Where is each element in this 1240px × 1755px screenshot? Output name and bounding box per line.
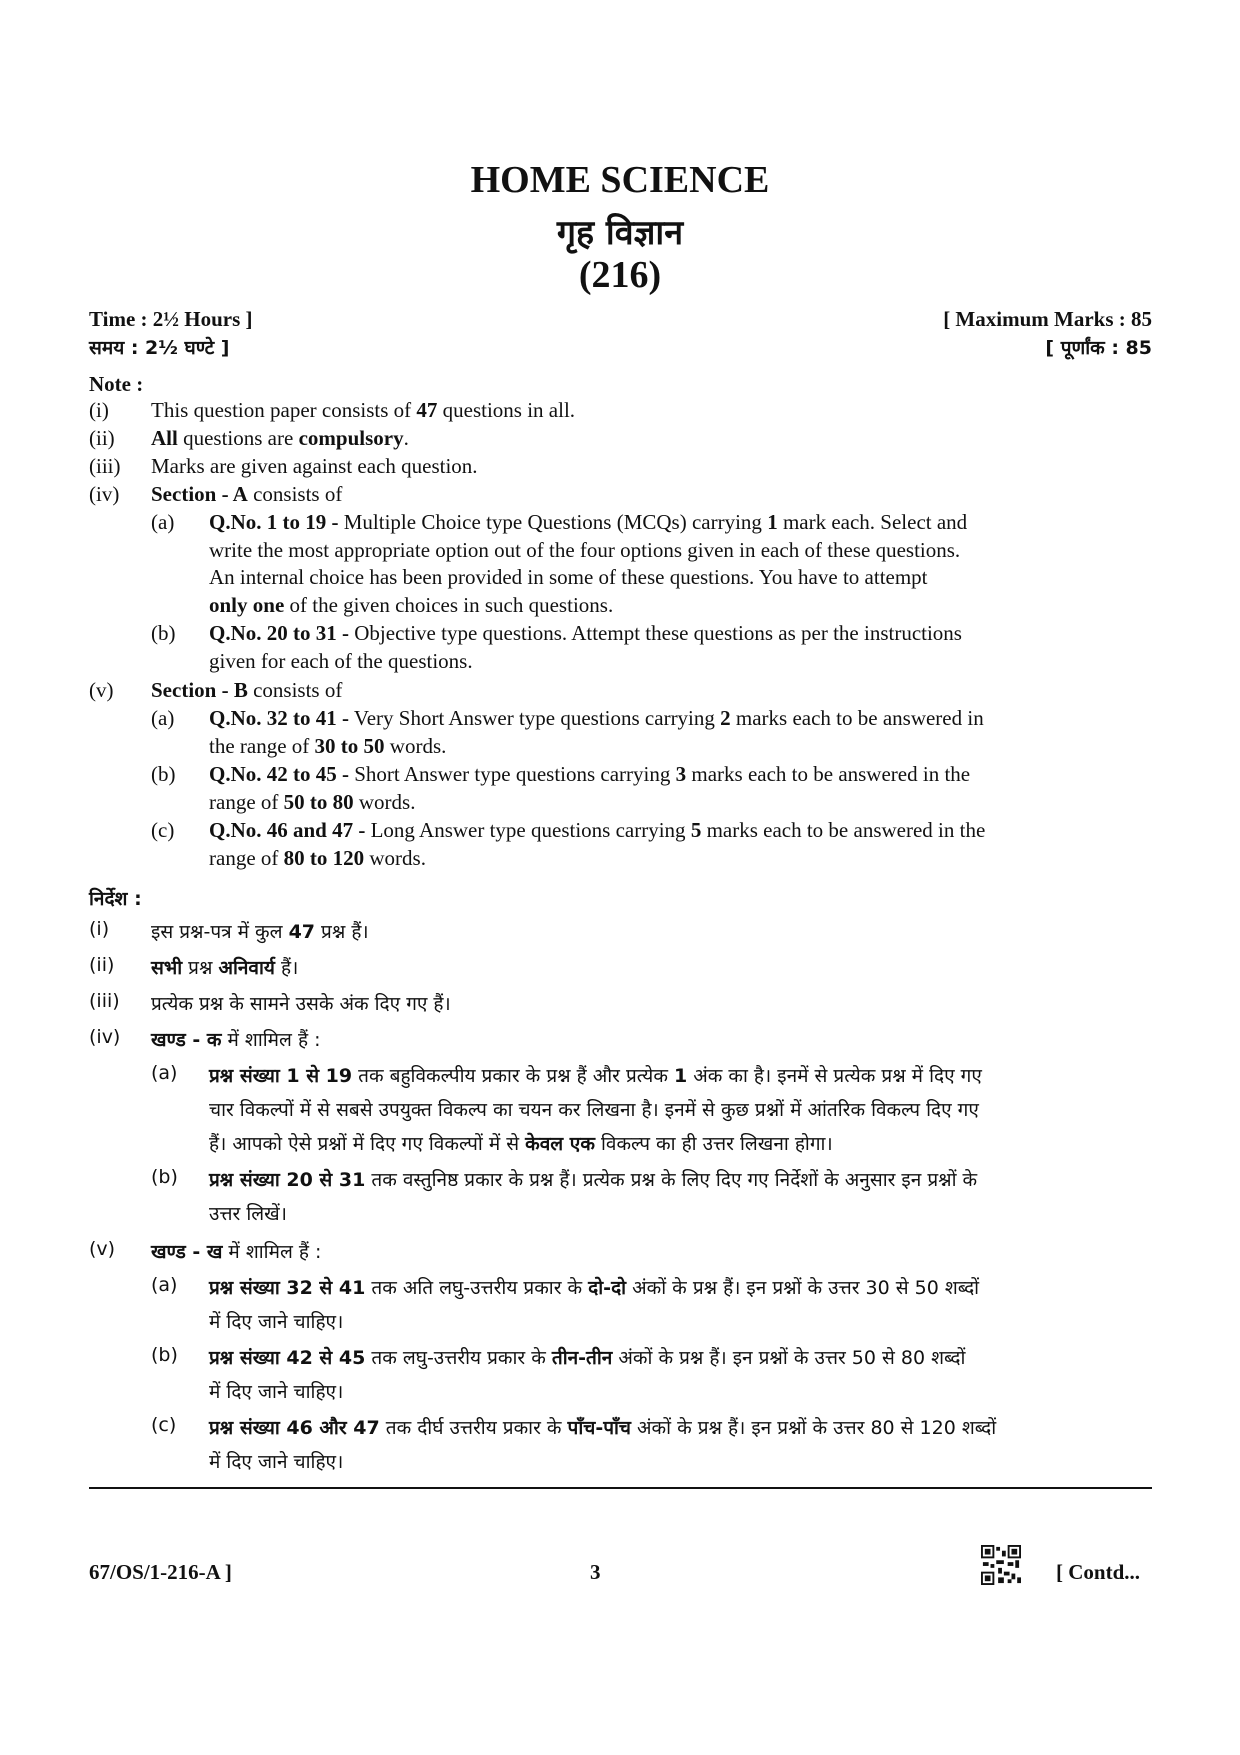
text-run: (iii) bbox=[89, 454, 121, 478]
note-heading-english: Note : bbox=[89, 372, 144, 396]
sub-item-line bbox=[209, 734, 446, 759]
sub-item-line bbox=[209, 706, 984, 731]
qr-code-icon bbox=[981, 1545, 1021, 1585]
text-run: Multiple Choice type Questions (MCQs) carrying bbox=[338, 510, 768, 534]
bold-text: Section - B bbox=[151, 678, 248, 702]
text-run: the range of bbox=[209, 733, 315, 758]
page-number: 3 bbox=[590, 1560, 601, 1584]
note-item-text bbox=[151, 678, 342, 703]
bold-text: 47 bbox=[288, 921, 316, 943]
bold-text: सभी bbox=[151, 957, 183, 979]
text-run: of the given choices in such questions. bbox=[284, 592, 614, 617]
text-run: इस प्रश्न-पत्र में कुल bbox=[151, 921, 289, 943]
footer-divider bbox=[89, 1487, 1152, 1489]
text-run: (iv) bbox=[89, 1026, 121, 1048]
text-run: हैं। आपको ऐसे प्रश्नों में दिए गए विकल्पों में से bbox=[209, 1133, 526, 1155]
text-run: (a) bbox=[151, 1274, 178, 1296]
note-item-text bbox=[151, 454, 478, 479]
note-item-number bbox=[89, 678, 114, 703]
bold-text: 2 bbox=[720, 706, 731, 730]
text-run: Objective type questions. Attempt these questions as per the instructions bbox=[349, 621, 962, 645]
bold-text: तीन-तीन bbox=[551, 1347, 613, 1369]
text-run: (b) bbox=[151, 621, 176, 645]
text-run: An internal choice has been provided in some of these questions. You have to attempt bbox=[209, 565, 928, 589]
bold-text: only one bbox=[209, 592, 285, 617]
sub-item-line bbox=[209, 1062, 982, 1088]
note-item-number bbox=[89, 398, 109, 423]
sub-item-line bbox=[209, 1274, 979, 1300]
sub-item-label bbox=[151, 510, 174, 535]
text-run: में दिए जाने चाहिए। bbox=[209, 1311, 344, 1333]
note-item-number bbox=[89, 482, 119, 507]
note-item-text bbox=[151, 1026, 320, 1052]
text-run: (a) bbox=[151, 510, 175, 534]
sub-item-line bbox=[209, 1344, 965, 1370]
note-item-number bbox=[89, 1026, 120, 1048]
sub-item-line bbox=[209, 621, 962, 646]
text-run: range of bbox=[209, 789, 284, 814]
sub-item-label bbox=[151, 621, 176, 646]
sub-item-label bbox=[151, 1166, 178, 1188]
text-run: (ii) bbox=[89, 954, 115, 976]
note-item-number bbox=[89, 918, 109, 940]
note-item-text bbox=[151, 918, 369, 944]
subject-code: (216) bbox=[578, 254, 662, 296]
bold-text: Section - A bbox=[151, 482, 248, 506]
text-run: Marks are given against each question. bbox=[151, 454, 478, 478]
max-marks-english: [ Maximum Marks : 85 bbox=[943, 307, 1152, 331]
text-run: (a) bbox=[151, 1062, 178, 1084]
bold-text: प्रश्न संख्या 32 से 41 bbox=[209, 1277, 366, 1299]
text-run: (iv) bbox=[89, 482, 120, 506]
text-run: (b) bbox=[151, 1166, 178, 1188]
sub-item-label bbox=[151, 818, 174, 843]
subject-title-hindi: गृह विज्ञान bbox=[556, 213, 684, 253]
bold-text: प्रश्न संख्या 1 से 19 bbox=[209, 1065, 353, 1087]
text-run: questions in all. bbox=[437, 398, 576, 422]
bold-text: 1 bbox=[673, 1065, 688, 1087]
sub-item-label bbox=[151, 706, 174, 731]
bold-text: 5 bbox=[690, 818, 702, 842]
sub-item-line bbox=[209, 1130, 833, 1156]
text-run: में शामिल हैं : bbox=[222, 1241, 322, 1263]
text-run: (i) bbox=[89, 918, 110, 940]
bold-text: 3 bbox=[675, 762, 687, 786]
text-run: marks each to be answered in the bbox=[701, 818, 986, 842]
text-run: में शामिल हैं : bbox=[221, 1029, 321, 1051]
text-run: . bbox=[403, 426, 409, 450]
note-item-number bbox=[89, 454, 121, 479]
text-run: अंकों के प्रश्न हैं। इन प्रश्नों के उत्तर 30 से 50 शब्दों bbox=[626, 1277, 980, 1299]
paper-code: 67/OS/1-216-A ] bbox=[89, 1560, 232, 1584]
bold-text: Q.No. 42 to 45 - bbox=[209, 762, 349, 786]
note-item-number bbox=[89, 426, 115, 451]
bold-text: खण्ड - क bbox=[151, 1029, 222, 1051]
note-item-text bbox=[151, 954, 298, 980]
text-run: consists of bbox=[247, 482, 343, 506]
text-run: (v) bbox=[89, 678, 114, 702]
text-run: (c) bbox=[151, 1414, 177, 1436]
bold-text: 50 to 80 bbox=[283, 789, 354, 814]
text-run: Long Answer type questions carrying bbox=[365, 818, 691, 842]
sub-item-line bbox=[209, 1200, 287, 1226]
text-run: This question paper consists of bbox=[151, 398, 417, 422]
text-run: तक दीर्घ उत्तरीय प्रकार के bbox=[379, 1417, 568, 1439]
text-run: तक वस्तुनिष्ठ प्रकार के प्रश्न हैं। प्रत्येक प्रश्न के लिए दिए गए निर्देशों के अनुसार इन प्रश्नों के bbox=[365, 1169, 978, 1191]
bold-text: प्रश्न संख्या 42 से 45 bbox=[209, 1347, 366, 1369]
sub-item-line bbox=[209, 1166, 977, 1192]
text-run: Short Answer type questions carrying bbox=[349, 762, 676, 786]
bold-text: Q.No. 46 and 47 - bbox=[209, 818, 366, 842]
text-run: Very Short Answer type questions carrying bbox=[349, 706, 721, 730]
bold-text: दो-दो bbox=[588, 1277, 627, 1299]
text-run: अंकों के प्रश्न हैं। इन प्रश्नों के उत्तर 50 से 80 शब्दों bbox=[612, 1347, 966, 1369]
text-run: range of bbox=[209, 845, 284, 870]
sub-item-line bbox=[209, 1308, 343, 1334]
bold-text: प्रश्न संख्या 20 से 31 bbox=[209, 1169, 366, 1191]
text-run: चार विकल्पों में से सबसे उपयुक्त विकल्प का चयन कर लिखना है। इनमें से कुछ प्रश्नों में आंतरिक विकल्प दिए गए bbox=[209, 1099, 979, 1121]
bold-text: प्रश्न संख्या 46 और 47 bbox=[209, 1417, 380, 1439]
text-run: words. bbox=[364, 845, 426, 870]
text-run: विकल्प का ही उत्तर लिखना होगा। bbox=[594, 1133, 833, 1155]
note-item-number bbox=[89, 1238, 115, 1260]
max-marks-hindi: [ पूर्णांक : 85 bbox=[1045, 337, 1152, 359]
text-run: (i) bbox=[89, 398, 109, 422]
sub-item-label bbox=[151, 1414, 176, 1436]
text-run: में दिए जाने चाहिए। bbox=[209, 1381, 344, 1403]
text-run: (a) bbox=[151, 706, 175, 730]
bold-text: All bbox=[151, 426, 178, 450]
text-run: प्रत्येक प्रश्न के सामने उसके अंक दिए गए हैं। bbox=[151, 993, 451, 1015]
text-run: (v) bbox=[89, 1238, 116, 1260]
text-run: (b) bbox=[151, 762, 176, 786]
note-item-text bbox=[151, 990, 451, 1016]
note-item-text bbox=[151, 482, 342, 507]
bold-text: Q.No. 20 to 31 - bbox=[209, 621, 349, 645]
note-item-number bbox=[89, 954, 114, 976]
text-run: प्रश्न हैं। bbox=[315, 921, 369, 943]
text-run: तक लघु-उत्तरीय प्रकार के bbox=[365, 1347, 552, 1369]
sub-item-label bbox=[151, 762, 176, 787]
text-run: words. bbox=[353, 789, 416, 814]
bold-text: अनिवार्य bbox=[218, 957, 275, 979]
continued-label: [ Contd... bbox=[1056, 1560, 1141, 1584]
text-run: तक अति लघु-उत्तरीय प्रकार के bbox=[365, 1277, 589, 1299]
sub-item-line bbox=[209, 649, 473, 674]
bold-text: Q.No. 32 to 41 - bbox=[209, 706, 349, 730]
note-item-text bbox=[151, 426, 409, 451]
bold-text: 80 to 120 bbox=[283, 845, 365, 870]
text-run: (iii) bbox=[89, 990, 120, 1012]
subject-title-english: HOME SCIENCE bbox=[470, 159, 770, 201]
text-run: हैं। bbox=[274, 957, 299, 979]
text-run: (c) bbox=[151, 818, 175, 842]
bold-text: 47 bbox=[416, 398, 438, 422]
sub-item-line bbox=[209, 846, 426, 871]
sub-item-line bbox=[209, 593, 613, 618]
text-run: questions are bbox=[177, 426, 299, 450]
text-run: में दिए जाने चाहिए। bbox=[209, 1451, 344, 1473]
sub-item-line bbox=[209, 1378, 343, 1404]
note-item-number bbox=[89, 990, 120, 1012]
sub-item-label bbox=[151, 1344, 178, 1366]
time-hindi: समय : 2½ घण्टे ] bbox=[89, 337, 230, 359]
text-run: तक बहुविकल्पीय प्रकार के प्रश्न हैं और प्रत्येक bbox=[352, 1065, 674, 1087]
text-run: consists of bbox=[247, 678, 343, 702]
text-run: अंकों के प्रश्न हैं। इन प्रश्नों के उत्तर 80 से 120 शब्दों bbox=[631, 1417, 997, 1439]
time-english: Time : 2½ Hours ] bbox=[89, 307, 253, 331]
text-run: (ii) bbox=[89, 426, 115, 450]
sub-item-line bbox=[209, 818, 985, 843]
bold-text: केवल एक bbox=[525, 1133, 595, 1155]
sub-item-line bbox=[209, 1448, 343, 1474]
sub-item-line bbox=[209, 762, 970, 787]
sub-item-label bbox=[151, 1062, 177, 1084]
bold-text: Q.No. 1 to 19 - bbox=[209, 510, 339, 534]
text-run: marks each to be answered in the bbox=[686, 762, 971, 786]
text-run: उत्तर लिखें। bbox=[209, 1203, 287, 1225]
text-run: अंक का है। इनमें से प्रत्येक प्रश्न में दिए गए bbox=[687, 1065, 982, 1087]
note-heading-hindi: निर्देश : bbox=[89, 888, 142, 910]
note-item-text bbox=[151, 398, 575, 423]
text-run: given for each of the questions. bbox=[209, 648, 473, 673]
bold-text: पाँच-पाँच bbox=[567, 1417, 631, 1439]
sub-item-label bbox=[151, 1274, 177, 1296]
text-run: marks each to be answered in bbox=[730, 706, 984, 730]
bold-text: 1 bbox=[767, 510, 778, 534]
text-run: प्रश्न bbox=[182, 957, 219, 979]
sub-item-line bbox=[209, 1414, 996, 1440]
bold-text: 30 to 50 bbox=[314, 733, 385, 758]
text-run: (b) bbox=[151, 1344, 178, 1366]
note-item-text bbox=[151, 1238, 321, 1264]
bold-text: खण्ड - ख bbox=[151, 1241, 223, 1263]
bold-text: compulsory bbox=[298, 426, 404, 450]
sub-item-line bbox=[209, 565, 928, 590]
sub-item-line bbox=[209, 790, 415, 815]
text-run: mark each. Select and bbox=[777, 510, 968, 534]
sub-item-line bbox=[209, 538, 960, 563]
sub-item-line bbox=[209, 510, 967, 535]
sub-item-line bbox=[209, 1096, 979, 1122]
text-run: write the most appropriate option out of the four options given in each of these questions. bbox=[209, 537, 961, 562]
text-run: words. bbox=[384, 733, 447, 758]
